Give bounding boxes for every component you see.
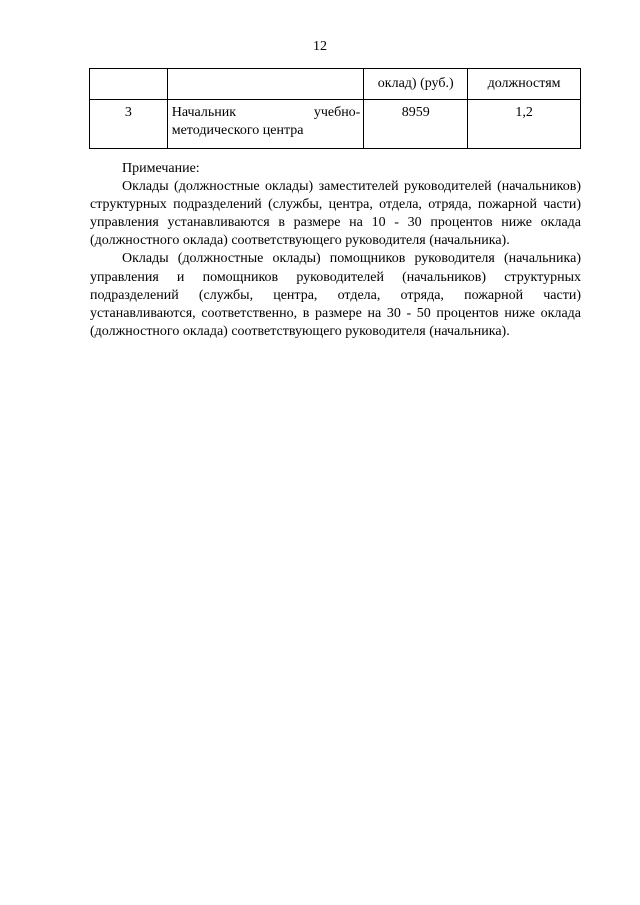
note-paragraph-2: Оклады (должностные оклады) помощников руководителя (начальника) управления и помощников руководителей (начальников) структурных подразделений (службы, центра, отдела, отряда, пожарной части) устанавливаются, соответственно, в размере на 30 - 50 процентов ниже оклада (должностного оклада) соответствующего руководителя (начальника).	[90, 251, 581, 339]
salary-table	[89, 68, 581, 149]
header-cell-position	[167, 69, 364, 100]
table-header-row	[90, 69, 581, 100]
note-paragraph-1: Оклады (должностные оклады) заместителей руководителей (начальников) структурных подразделений (службы, центра, отдела, отряда, пожарной части) управления устанавливаются в размере на 10 - 30 процентов ниже оклада (должностного оклада) соответствующего руководителя (начальника).	[90, 179, 581, 249]
note-title: Примечание:	[122, 161, 200, 176]
page-number: 12	[313, 39, 327, 54]
position-name-line2: методического центра	[171, 123, 304, 138]
note-section	[90, 160, 581, 341]
row-number: 3	[90, 100, 168, 149]
position-name-word1: Начальник	[171, 105, 237, 120]
table-row	[90, 100, 581, 149]
header-cell-salary: оклад) (руб.)	[364, 69, 468, 100]
position-name-line1	[172, 104, 361, 122]
position-name	[167, 100, 364, 149]
header-cell-number	[90, 69, 168, 100]
header-cell-coefficient: должностям	[468, 69, 581, 100]
coefficient-value: 1,2	[468, 100, 581, 149]
salary-value: 8959	[364, 100, 468, 149]
position-name-word2: учебно-	[313, 105, 361, 120]
